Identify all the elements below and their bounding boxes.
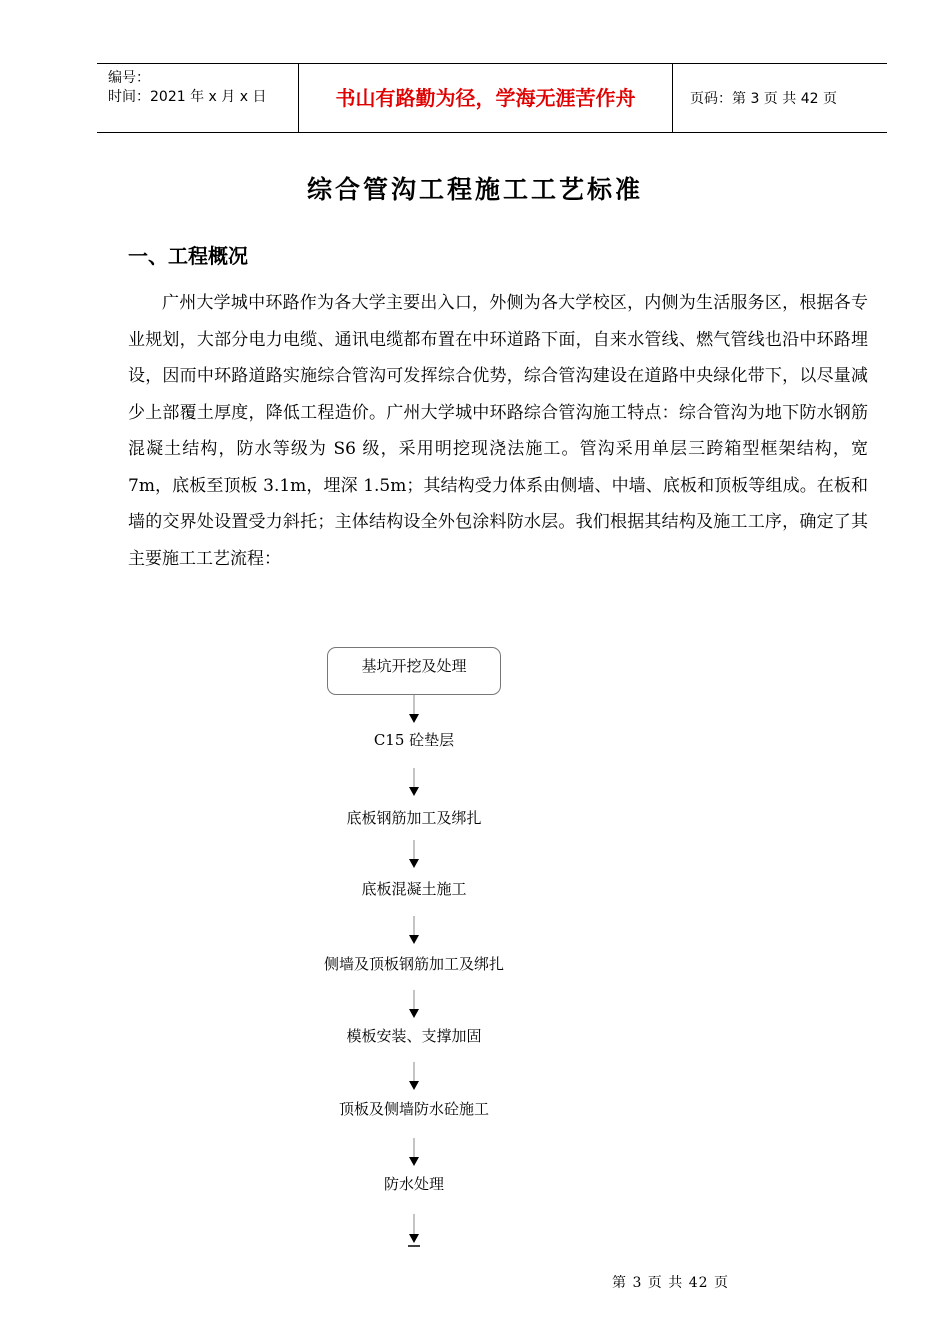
document-title: 综合管沟工程施工工艺标准 xyxy=(306,175,643,204)
flow-step: 底板钢筋加工及绑扎 xyxy=(346,809,482,827)
arrow-down-icon xyxy=(409,1234,419,1243)
time-label: 时间：2021 年 x 月 x 日 xyxy=(108,89,267,105)
serial-number-label: 编号： xyxy=(108,70,150,86)
body-paragraph: 广州大学城中环路作为各大学主要出入口，外侧为各大学校区，内侧为生活服务区，根据各专业规划，大部分电力电缆、通讯电缆都布置在中环道路下面，自来水管线、燃气管线也沿中环路埋设，因而中环路道路实施综合管沟可发挥综合优势，综合管沟建设在道路中央绿化带下，以尽量减少上部覆土厚度，降低工程造价。广州大学城中环路综合管沟施工特点：综合管沟为地下防水钢筋混凝土结构，防水等级为 S6 级，采用明挖现浇法施工。管沟采用单层三跨箱型框架结构，宽 7m，底板至顶板 3.1m，埋深 1.5m；其结构受力体系由侧墙、中墙、底板和顶板等组成。在板和墙的交界处设置受力斜托；主体结构设全外包涂料防水层。我们根据其结构及施工工序，确定了其主要施工工艺流程： xyxy=(128,293,868,569)
arrow-down-icon xyxy=(409,1009,419,1018)
flow-step: 侧墙及顶板钢筋加工及绑扎 xyxy=(323,955,504,973)
arrow-down-icon xyxy=(409,935,419,944)
flow-step: 底板混凝土施工 xyxy=(361,880,467,898)
arrow-down-icon xyxy=(409,859,419,868)
arrow-down-icon xyxy=(409,1157,419,1166)
page-footer: 第 3 页 共 42 页 xyxy=(612,1275,729,1291)
arrow-down-icon xyxy=(409,714,419,723)
flow-step: 模板安装、支撑加固 xyxy=(346,1027,482,1045)
flow-step: 顶板及侧墙防水砼施工 xyxy=(338,1100,489,1118)
flow-step: C15 砼垫层 xyxy=(373,731,455,749)
page-info-text: 页码：第 3 页 共 42 页 xyxy=(690,91,837,107)
header-motto: 书山有路勤为径，学海无涯苦作舟 xyxy=(298,64,673,132)
flow-step: 防水处理 xyxy=(383,1175,444,1193)
arrow-down-icon xyxy=(409,787,419,796)
flow-step: 基坑开挖及处理 xyxy=(361,657,467,675)
arrow-down-icon xyxy=(409,1081,419,1090)
section-heading: 一、工程概况 xyxy=(128,244,248,268)
